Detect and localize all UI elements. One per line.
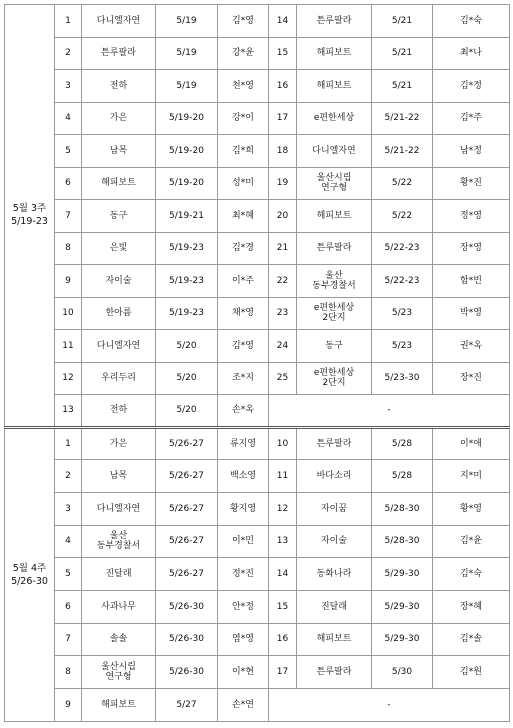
left-place-cell: 우리두리: [82, 362, 156, 395]
left-name-cell: 채*영: [218, 297, 269, 330]
table-row: [5, 200, 510, 233]
week-3-section: [5, 5, 510, 428]
left-no-cell: 10: [55, 297, 82, 330]
left-name-cell: 손*옥: [218, 395, 269, 428]
right-no-cell: 17: [269, 656, 297, 689]
right-date-cell: 5/28-30: [372, 525, 433, 558]
left-place-cell: 울산시립 연구형: [82, 656, 156, 689]
left-place-cell: 다니엘자연: [82, 492, 156, 525]
left-place-cell: 사과나무: [82, 590, 156, 623]
right-place-cell: 동화나라: [297, 558, 372, 591]
left-place-cell: 전하: [82, 70, 156, 103]
left-name-cell: 안*정: [218, 590, 269, 623]
left-name-cell: 최*혜: [218, 200, 269, 233]
table-row: [5, 689, 510, 722]
right-place-cell: 동구: [297, 330, 372, 363]
table-row: [5, 167, 510, 200]
left-no-cell: 6: [55, 167, 82, 200]
right-no-cell: 21: [269, 232, 297, 265]
left-name-cell: 백소영: [218, 460, 269, 493]
right-date-cell: 5/22: [372, 200, 433, 233]
left-name-cell: 손*연: [218, 689, 269, 722]
left-place-cell: 다니엘자연: [82, 5, 156, 38]
left-no-cell: 4: [55, 525, 82, 558]
right-no-cell: 15: [269, 590, 297, 623]
left-no-cell: 12: [55, 362, 82, 395]
right-place-cell: 자이술: [297, 525, 372, 558]
left-date-cell: 5/19-20: [156, 102, 218, 135]
right-no-cell: 18: [269, 135, 297, 168]
left-place-cell: 가은: [82, 102, 156, 135]
right-place-cell: 해피보트: [297, 37, 372, 70]
right-no-cell: 22: [269, 265, 297, 298]
right-place-cell: 튼루팔라: [297, 427, 372, 460]
left-place-cell: 한아름: [82, 297, 156, 330]
right-date-cell: 5/21: [372, 5, 433, 38]
left-no-cell: 2: [55, 460, 82, 493]
left-place-cell: 진달래: [82, 558, 156, 591]
left-place-cell: 솔솔: [82, 623, 156, 656]
right-no-cell: 19: [269, 167, 297, 200]
left-name-cell: 김*경: [218, 232, 269, 265]
empty-filler-cell: -: [269, 689, 510, 722]
right-name-cell: 김*윤: [433, 525, 510, 558]
left-date-cell: 5/26-27: [156, 558, 218, 591]
right-date-cell: 5/23: [372, 297, 433, 330]
right-date-cell: 5/22-23: [372, 232, 433, 265]
schedule-table: [4, 4, 510, 722]
right-no-cell: 11: [269, 460, 297, 493]
right-name-cell: 최*나: [433, 37, 510, 70]
left-date-cell: 5/19: [156, 37, 218, 70]
right-no-cell: 15: [269, 37, 297, 70]
right-date-cell: 5/28-30: [372, 492, 433, 525]
right-date-cell: 5/21-22: [372, 102, 433, 135]
right-no-cell: 13: [269, 525, 297, 558]
left-place-cell: 해피보트: [82, 167, 156, 200]
left-date-cell: 5/27: [156, 689, 218, 722]
right-name-cell: 황*진: [433, 167, 510, 200]
right-place-cell: e편한세상: [297, 102, 372, 135]
left-date-cell: 5/19-23: [156, 297, 218, 330]
left-no-cell: 7: [55, 623, 82, 656]
right-place-cell: 튼루팔라: [297, 656, 372, 689]
right-name-cell: 김*솔: [433, 623, 510, 656]
right-no-cell: 23: [269, 297, 297, 330]
left-place-cell: 남목: [82, 460, 156, 493]
left-name-cell: 황지영: [218, 492, 269, 525]
left-date-cell: 5/26-27: [156, 460, 218, 493]
right-name-cell: 김*정: [433, 70, 510, 103]
right-place-cell: 해피보트: [297, 623, 372, 656]
left-date-cell: 5/20: [156, 395, 218, 428]
table-row: [5, 460, 510, 493]
table-row: [5, 232, 510, 265]
table-row: [5, 37, 510, 70]
left-name-cell: 강*이: [218, 102, 269, 135]
right-date-cell: 5/21-22: [372, 135, 433, 168]
table-row: [5, 330, 510, 363]
right-name-cell: 김*원: [433, 656, 510, 689]
right-date-cell: 5/22: [372, 167, 433, 200]
right-no-cell: 10: [269, 427, 297, 460]
left-name-cell: 이*민: [218, 525, 269, 558]
left-date-cell: 5/20: [156, 362, 218, 395]
right-name-cell: 박*영: [433, 297, 510, 330]
left-place-cell: 울산 동부경찰서: [82, 525, 156, 558]
right-name-cell: 남*정: [433, 135, 510, 168]
left-name-cell: 성*미: [218, 167, 269, 200]
right-name-cell: 황*영: [433, 492, 510, 525]
left-date-cell: 5/19: [156, 5, 218, 38]
right-date-cell: 5/30: [372, 656, 433, 689]
table-row: [5, 492, 510, 525]
left-place-cell: 동구: [82, 200, 156, 233]
left-name-cell: 김*희: [218, 135, 269, 168]
left-no-cell: 3: [55, 70, 82, 103]
left-name-cell: 정*진: [218, 558, 269, 591]
right-place-cell: 울산 동부경찰서: [297, 265, 372, 298]
right-name-cell: 정*영: [433, 200, 510, 233]
table-row: [5, 558, 510, 591]
left-no-cell: 5: [55, 558, 82, 591]
left-date-cell: 5/19-23: [156, 232, 218, 265]
right-place-cell: 튼루팔라: [297, 232, 372, 265]
left-name-cell: 강*윤: [218, 37, 269, 70]
left-name-cell: 천*영: [218, 70, 269, 103]
left-date-cell: 5/20: [156, 330, 218, 363]
left-no-cell: 1: [55, 5, 82, 38]
right-name-cell: 권*옥: [433, 330, 510, 363]
table-row: [5, 135, 510, 168]
left-date-cell: 5/19-20: [156, 167, 218, 200]
left-name-cell: 류지영: [218, 427, 269, 460]
right-no-cell: 24: [269, 330, 297, 363]
empty-filler-cell: -: [269, 395, 510, 428]
left-place-cell: 은빛: [82, 232, 156, 265]
right-date-cell: 5/22-23: [372, 265, 433, 298]
right-place-cell: 다니엘자연: [297, 135, 372, 168]
left-place-cell: 다니엘자연: [82, 330, 156, 363]
left-name-cell: 이*주: [218, 265, 269, 298]
week-4-section: [5, 427, 510, 721]
right-place-cell: e편한세상 2단지: [297, 362, 372, 395]
left-name-cell: 김*영: [218, 5, 269, 38]
right-date-cell: 5/29-30: [372, 558, 433, 591]
right-date-cell: 5/28: [372, 427, 433, 460]
right-date-cell: 5/29-30: [372, 623, 433, 656]
right-place-cell: 자이꿈: [297, 492, 372, 525]
right-place-cell: 울산시립 연구형: [297, 167, 372, 200]
left-no-cell: 7: [55, 200, 82, 233]
left-no-cell: 1: [55, 427, 82, 460]
right-no-cell: 12: [269, 492, 297, 525]
right-place-cell: 튼루팔라: [297, 5, 372, 38]
week-label: 5월 3주 5/19-23: [5, 5, 55, 428]
right-no-cell: 14: [269, 558, 297, 591]
table-row: [5, 362, 510, 395]
left-date-cell: 5/26-30: [156, 590, 218, 623]
table-row: [5, 395, 510, 428]
table-row: [5, 427, 510, 460]
right-place-cell: 해피보트: [297, 200, 372, 233]
left-no-cell: 8: [55, 232, 82, 265]
right-name-cell: 함*빈: [433, 265, 510, 298]
right-date-cell: 5/21: [372, 37, 433, 70]
table-row: [5, 525, 510, 558]
left-no-cell: 8: [55, 656, 82, 689]
left-place-cell: 남목: [82, 135, 156, 168]
left-no-cell: 9: [55, 689, 82, 722]
table-row: [5, 265, 510, 298]
left-name-cell: 김*영: [218, 330, 269, 363]
table-row: [5, 623, 510, 656]
left-no-cell: 5: [55, 135, 82, 168]
right-date-cell: 5/29-30: [372, 590, 433, 623]
right-name-cell: 이*애: [433, 427, 510, 460]
left-date-cell: 5/26-30: [156, 623, 218, 656]
right-place-cell: 바다소리: [297, 460, 372, 493]
right-name-cell: 김*숙: [433, 558, 510, 591]
left-no-cell: 2: [55, 37, 82, 70]
left-place-cell: 해피보트: [82, 689, 156, 722]
right-name-cell: 장*영: [433, 232, 510, 265]
right-name-cell: 김*주: [433, 102, 510, 135]
left-no-cell: 3: [55, 492, 82, 525]
left-name-cell: 염*영: [218, 623, 269, 656]
table-row: [5, 590, 510, 623]
table-row: [5, 102, 510, 135]
right-no-cell: 25: [269, 362, 297, 395]
right-name-cell: 장*진: [433, 362, 510, 395]
right-date-cell: 5/21: [372, 70, 433, 103]
left-place-cell: 튼루팔라: [82, 37, 156, 70]
left-date-cell: 5/26-27: [156, 492, 218, 525]
right-name-cell: 장*혜: [433, 590, 510, 623]
right-name-cell: 지*미: [433, 460, 510, 493]
left-date-cell: 5/19-20: [156, 135, 218, 168]
table-row: [5, 70, 510, 103]
left-no-cell: 4: [55, 102, 82, 135]
right-date-cell: 5/23: [372, 330, 433, 363]
left-no-cell: 11: [55, 330, 82, 363]
left-date-cell: 5/19-23: [156, 265, 218, 298]
left-date-cell: 5/19-21: [156, 200, 218, 233]
right-no-cell: 16: [269, 70, 297, 103]
right-no-cell: 14: [269, 5, 297, 38]
left-name-cell: 조*지: [218, 362, 269, 395]
left-no-cell: 6: [55, 590, 82, 623]
right-no-cell: 16: [269, 623, 297, 656]
left-date-cell: 5/26-30: [156, 656, 218, 689]
left-place-cell: 자이술: [82, 265, 156, 298]
left-place-cell: 전하: [82, 395, 156, 428]
right-place-cell: 해피보트: [297, 70, 372, 103]
left-place-cell: 가은: [82, 427, 156, 460]
right-date-cell: 5/23-30: [372, 362, 433, 395]
table-row: [5, 656, 510, 689]
left-no-cell: 9: [55, 265, 82, 298]
right-no-cell: 20: [269, 200, 297, 233]
left-date-cell: 5/26-27: [156, 427, 218, 460]
right-place-cell: 진달래: [297, 590, 372, 623]
right-date-cell: 5/28: [372, 460, 433, 493]
right-name-cell: 김*숙: [433, 5, 510, 38]
table-row: [5, 5, 510, 38]
left-no-cell: 13: [55, 395, 82, 428]
left-date-cell: 5/26-27: [156, 525, 218, 558]
table-row: [5, 297, 510, 330]
right-place-cell: e편한세상 2단지: [297, 297, 372, 330]
left-name-cell: 이*현: [218, 656, 269, 689]
week-label: 5월 4주 5/26-30: [5, 427, 55, 721]
right-no-cell: 17: [269, 102, 297, 135]
left-date-cell: 5/19: [156, 70, 218, 103]
